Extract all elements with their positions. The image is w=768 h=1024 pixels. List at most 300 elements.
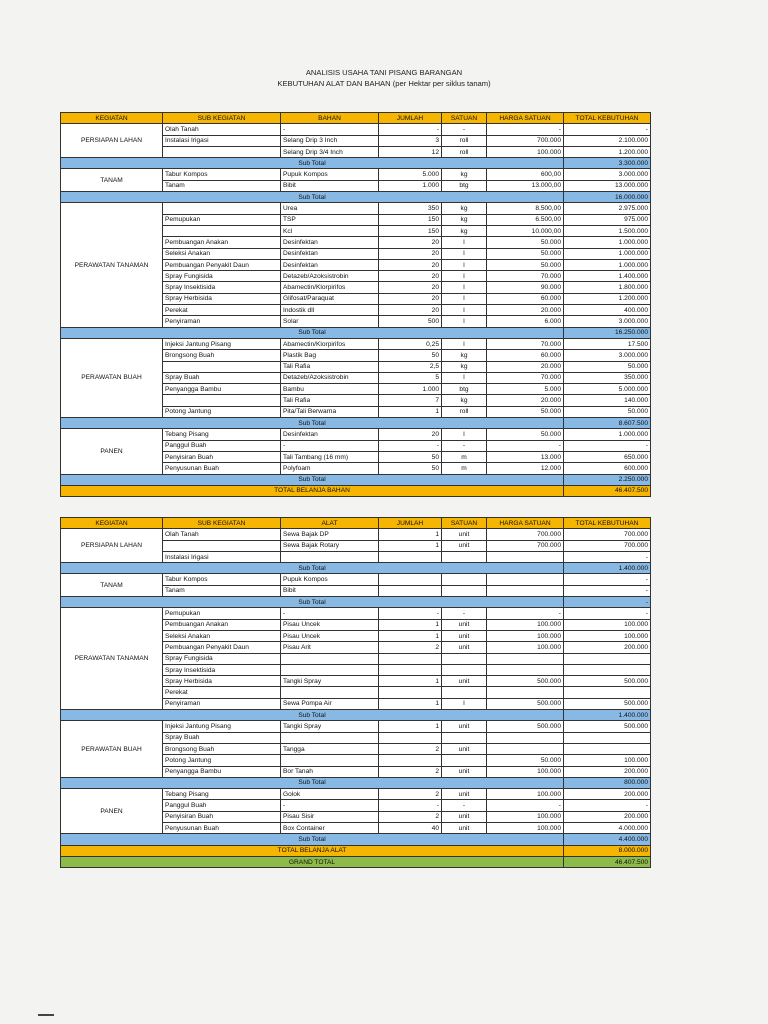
sub-kegiatan-cell: Injeksi Jantung Pisang — [163, 721, 281, 732]
total-cell: 500.000 — [564, 698, 651, 709]
item-cell — [281, 732, 379, 743]
total-cell — [564, 743, 651, 754]
jumlah-cell: 1 — [379, 698, 442, 709]
item-cell: Detazeb/Azoksistrobin — [281, 271, 379, 282]
item-cell: Sewa Bajak DP — [281, 529, 379, 540]
sub-kegiatan-cell: Spray Herbisida — [163, 676, 281, 687]
harga-cell: 600,00 — [487, 169, 564, 180]
sub-kegiatan-cell — [163, 203, 281, 214]
total-cell — [564, 664, 651, 675]
kegiatan-cell: PERAWATAN BUAH — [61, 338, 163, 417]
table-row — [61, 124, 651, 135]
satuan-cell: unit — [442, 823, 487, 834]
total-cell: - — [564, 608, 651, 619]
harga-cell: - — [487, 608, 564, 619]
sub-kegiatan-cell: Penyiraman — [163, 316, 281, 327]
satuan-cell: unit — [442, 619, 487, 630]
sub-kegiatan-cell: Pembuangan Anakan — [163, 619, 281, 630]
header-row — [61, 113, 651, 124]
jumlah-cell: 1 — [379, 676, 442, 687]
column-header: HARGA SATUAN — [487, 113, 564, 124]
jumlah-cell — [379, 755, 442, 766]
harga-cell — [487, 574, 564, 585]
subtotal-value: 8.607.500 — [564, 418, 651, 429]
sub-kegiatan-cell: Penyusunan Buah — [163, 463, 281, 474]
harga-cell: 20.000 — [487, 305, 564, 316]
column-header: ALAT — [281, 518, 379, 529]
harga-cell: 50.000 — [487, 755, 564, 766]
item-cell: Desinfektan — [281, 237, 379, 248]
subtotal-row — [61, 777, 651, 788]
satuan-cell: l — [442, 316, 487, 327]
total-cell: 1.000.000 — [564, 259, 651, 270]
sub-kegiatan-cell: Tebang Pisang — [163, 429, 281, 440]
harga-cell — [487, 732, 564, 743]
sub-kegiatan-cell: Perekat — [163, 305, 281, 316]
harga-cell: 50.000 — [487, 259, 564, 270]
satuan-cell — [442, 732, 487, 743]
harga-cell: 50.000 — [487, 429, 564, 440]
subtotal-label: Sub Total — [61, 418, 564, 429]
satuan-cell: l — [442, 293, 487, 304]
kegiatan-cell: PANEN — [61, 429, 163, 474]
total-cell: 50.000 — [564, 406, 651, 417]
satuan-cell: l — [442, 282, 487, 293]
subtotal-row — [61, 192, 651, 203]
satuan-cell: roll — [442, 135, 487, 146]
item-cell: TSP — [281, 214, 379, 225]
sub-kegiatan-cell: Instalasi Irigasi — [163, 135, 281, 146]
column-header: SUB KEGIATAN — [163, 113, 281, 124]
kegiatan-cell: PERSIAPAN LAHAN — [61, 529, 163, 563]
item-cell: - — [281, 608, 379, 619]
sub-kegiatan-cell: Penyisiran Buah — [163, 811, 281, 822]
item-cell: Tangki Spray — [281, 676, 379, 687]
satuan-cell: unit — [442, 642, 487, 653]
sub-kegiatan-cell: Perekat — [163, 687, 281, 698]
satuan-cell: kg — [442, 225, 487, 236]
harga-cell: 5.000 — [487, 384, 564, 395]
sub-kegiatan-cell: Instalasi Irigasi — [163, 551, 281, 562]
item-cell: Pisau Sisir — [281, 811, 379, 822]
harga-cell: 60.000 — [487, 293, 564, 304]
total-cell: 100.000 — [564, 619, 651, 630]
jumlah-cell: 5 — [379, 372, 442, 383]
harga-cell: 70.000 — [487, 271, 564, 282]
item-cell: Sewa Pompa Air — [281, 698, 379, 709]
subtotal-row — [61, 597, 651, 608]
column-header: JUMLAH — [379, 113, 442, 124]
table-row — [61, 429, 651, 440]
total-cell — [564, 653, 651, 664]
total-cell: 3.000.000 — [564, 350, 651, 361]
item-cell: Abamectin/Klorpirifos — [281, 282, 379, 293]
item-cell: Sewa Bajak Rotary — [281, 540, 379, 551]
item-cell: Tangki Spray — [281, 721, 379, 732]
total-cell: 1.200.000 — [564, 293, 651, 304]
jumlah-cell: 1 — [379, 406, 442, 417]
satuan-cell: - — [442, 800, 487, 811]
jumlah-cell: 2 — [379, 789, 442, 800]
item-cell: Desinfektan — [281, 248, 379, 259]
total-row — [61, 845, 651, 856]
item-cell: Bibit — [281, 585, 379, 596]
total-cell: 3.000.000 — [564, 316, 651, 327]
subtotal-value: 2.250.000 — [564, 474, 651, 485]
total-cell: 500.000 — [564, 721, 651, 732]
table-row — [61, 608, 651, 619]
jumlah-cell: 5.000 — [379, 169, 442, 180]
item-cell: Urea — [281, 203, 379, 214]
jumlah-cell: 20 — [379, 429, 442, 440]
item-cell: Polyfoam — [281, 463, 379, 474]
total-cell: 700.000 — [564, 529, 651, 540]
satuan-cell — [442, 585, 487, 596]
harga-cell: - — [487, 124, 564, 135]
subtotal-label: Sub Total — [61, 158, 564, 169]
item-cell — [281, 664, 379, 675]
subtotal-label: Sub Total — [61, 327, 564, 338]
harga-cell — [487, 664, 564, 675]
jumlah-cell — [379, 732, 442, 743]
column-header: BAHAN — [281, 113, 379, 124]
subtotal-label: Sub Total — [61, 777, 564, 788]
satuan-cell — [442, 653, 487, 664]
harga-cell: 10.000,00 — [487, 225, 564, 236]
kegiatan-cell: TANAM — [61, 574, 163, 597]
jumlah-cell: 1 — [379, 630, 442, 641]
item-cell: Pita/Tali Berwarna — [281, 406, 379, 417]
total-cell: 650.000 — [564, 451, 651, 462]
satuan-cell: - — [442, 440, 487, 451]
total-cell: 1.500.000 — [564, 225, 651, 236]
total-cell: 1.800.000 — [564, 282, 651, 293]
total-cell: 1.400.000 — [564, 271, 651, 282]
jumlah-cell: 20 — [379, 259, 442, 270]
sub-kegiatan-cell: Pemupukan — [163, 608, 281, 619]
jumlah-cell: 1 — [379, 721, 442, 732]
jumlah-cell — [379, 687, 442, 698]
satuan-cell: l — [442, 259, 487, 270]
sub-kegiatan-cell: Seleksi Anakan — [163, 248, 281, 259]
sub-kegiatan-cell: Pembuangan Anakan — [163, 237, 281, 248]
sub-kegiatan-cell: Injeksi Jantung Pisang — [163, 338, 281, 349]
subtotal-row — [61, 563, 651, 574]
grand-total-value: 46.407.500 — [564, 856, 651, 867]
sub-kegiatan-cell — [163, 395, 281, 406]
total-cell: - — [564, 551, 651, 562]
sub-kegiatan-cell: Potong Jantung — [163, 755, 281, 766]
item-cell: Tali Tambang (16 mm) — [281, 451, 379, 462]
total-cell: 100.000 — [564, 755, 651, 766]
satuan-cell: - — [442, 608, 487, 619]
sub-kegiatan-cell: Panggul Buah — [163, 440, 281, 451]
harga-cell: - — [487, 440, 564, 451]
scan-mark — [38, 1014, 54, 1016]
subtotal-row — [61, 710, 651, 721]
item-cell: Tangga — [281, 743, 379, 754]
jumlah-cell: - — [379, 800, 442, 811]
satuan-cell: kg — [442, 214, 487, 225]
satuan-cell — [442, 574, 487, 585]
jumlah-cell: 2 — [379, 743, 442, 754]
sub-kegiatan-cell: Olah Tanah — [163, 124, 281, 135]
satuan-cell: unit — [442, 540, 487, 551]
harga-cell: 500.000 — [487, 698, 564, 709]
subtotal-value: - — [564, 597, 651, 608]
satuan-cell: m — [442, 451, 487, 462]
subtotal-value: 1.400.000 — [564, 710, 651, 721]
item-cell: - — [281, 440, 379, 451]
jumlah-cell: - — [379, 440, 442, 451]
item-cell: Abamectin/Klorpirifos — [281, 338, 379, 349]
jumlah-cell: 1 — [379, 529, 442, 540]
total-label: TOTAL BELANJA BAHAN — [61, 485, 564, 496]
item-cell — [281, 653, 379, 664]
sub-kegiatan-cell: Tanam — [163, 180, 281, 191]
total-cell: 1.200.000 — [564, 146, 651, 157]
satuan-cell: - — [442, 124, 487, 135]
sub-kegiatan-cell: Pembuangan Penyakit Daun — [163, 642, 281, 653]
total-cell: 200.000 — [564, 789, 651, 800]
item-cell: Pupuk Kompos — [281, 574, 379, 585]
sub-kegiatan-cell: Spray Fungisida — [163, 653, 281, 664]
harga-cell: 500.000 — [487, 676, 564, 687]
sub-kegiatan-cell: Penyisiran Buah — [163, 451, 281, 462]
jumlah-cell: 350 — [379, 203, 442, 214]
harga-cell: 90.000 — [487, 282, 564, 293]
satuan-cell: unit — [442, 529, 487, 540]
total-cell: 140.000 — [564, 395, 651, 406]
jumlah-cell — [379, 585, 442, 596]
total-cell — [564, 732, 651, 743]
kegiatan-cell: PERAWATAN TANAMAN — [61, 608, 163, 710]
total-value: 8.000.000 — [564, 845, 651, 856]
subtotal-row — [61, 834, 651, 845]
sub-kegiatan-cell: Pemupukan — [163, 214, 281, 225]
subtotal-value: 1.400.000 — [564, 563, 651, 574]
harga-cell: 700.000 — [487, 529, 564, 540]
header-row — [61, 518, 651, 529]
total-cell: 4.000.000 — [564, 823, 651, 834]
total-cell: 3.000.000 — [564, 169, 651, 180]
item-cell: Tali Rafia — [281, 361, 379, 372]
subtotal-label: Sub Total — [61, 834, 564, 845]
sub-kegiatan-cell: Pembuangan Penyakit Daun — [163, 259, 281, 270]
kegiatan-cell: PANEN — [61, 789, 163, 834]
harga-cell: 700.000 — [487, 540, 564, 551]
total-cell: 200.000 — [564, 766, 651, 777]
jumlah-cell — [379, 653, 442, 664]
sub-kegiatan-cell: Spray Buah — [163, 372, 281, 383]
harga-cell: 70.000 — [487, 372, 564, 383]
total-cell: - — [564, 800, 651, 811]
sub-kegiatan-cell: Seleksi Anakan — [163, 630, 281, 641]
jumlah-cell: 40 — [379, 823, 442, 834]
subtotal-label: Sub Total — [61, 597, 564, 608]
total-cell: - — [564, 574, 651, 585]
table-alat — [60, 517, 651, 868]
harga-cell: 20.000 — [487, 361, 564, 372]
harga-cell: 60.000 — [487, 350, 564, 361]
sub-kegiatan-cell — [163, 225, 281, 236]
harga-cell — [487, 687, 564, 698]
jumlah-cell: 2 — [379, 642, 442, 653]
harga-cell: 100.000 — [487, 630, 564, 641]
harga-cell — [487, 653, 564, 664]
sub-kegiatan-cell: Brongsong Buah — [163, 743, 281, 754]
satuan-cell: unit — [442, 743, 487, 754]
total-cell: 350.000 — [564, 372, 651, 383]
column-header: TOTAL KEBUTUHAN — [564, 113, 651, 124]
subtotal-label: Sub Total — [61, 710, 564, 721]
item-cell: Bor Tanah — [281, 766, 379, 777]
jumlah-cell: 20 — [379, 237, 442, 248]
item-cell: Pupuk Kompos — [281, 169, 379, 180]
item-cell — [281, 551, 379, 562]
item-cell: Bibit — [281, 180, 379, 191]
total-cell: 1.000.000 — [564, 429, 651, 440]
harga-cell — [487, 743, 564, 754]
satuan-cell — [442, 551, 487, 562]
jumlah-cell: 2,5 — [379, 361, 442, 372]
harga-cell: 6.000 — [487, 316, 564, 327]
satuan-cell: unit — [442, 676, 487, 687]
item-cell: Plastik Bag — [281, 350, 379, 361]
total-cell: 200.000 — [564, 811, 651, 822]
item-cell: Pisau Uncek — [281, 619, 379, 630]
satuan-cell: kg — [442, 203, 487, 214]
item-cell: - — [281, 124, 379, 135]
satuan-cell: kg — [442, 350, 487, 361]
jumlah-cell: 500 — [379, 316, 442, 327]
column-header: SATUAN — [442, 113, 487, 124]
harga-cell: 50.000 — [487, 406, 564, 417]
subtotal-row — [61, 327, 651, 338]
column-header: KEGIATAN — [61, 518, 163, 529]
jumlah-cell: 1 — [379, 619, 442, 630]
jumlah-cell: 12 — [379, 146, 442, 157]
item-cell: Box Container — [281, 823, 379, 834]
subtotal-value: 16.250.000 — [564, 327, 651, 338]
jumlah-cell: 20 — [379, 248, 442, 259]
harga-cell: 100.000 — [487, 766, 564, 777]
total-row — [61, 485, 651, 496]
column-header: TOTAL KEBUTUHAN — [564, 518, 651, 529]
item-cell: Golok — [281, 789, 379, 800]
sub-kegiatan-cell: Spray Fungisida — [163, 271, 281, 282]
total-cell: 13.000.000 — [564, 180, 651, 191]
sub-kegiatan-cell: Brongsong Buah — [163, 350, 281, 361]
total-cell: 2.975.000 — [564, 203, 651, 214]
jumlah-cell: 20 — [379, 282, 442, 293]
harga-cell: 50.000 — [487, 248, 564, 259]
item-cell: Indostik dll — [281, 305, 379, 316]
jumlah-cell: 1 — [379, 540, 442, 551]
subtotal-row — [61, 418, 651, 429]
harga-cell — [487, 551, 564, 562]
table-row — [61, 169, 651, 180]
sub-kegiatan-cell: Tabur Kompos — [163, 169, 281, 180]
doc-title: ANALISIS USAHA TANI PISANG BARANGAN — [305, 68, 463, 77]
grand-total-label: GRAND TOTAL — [61, 856, 564, 867]
table-row — [61, 203, 651, 214]
jumlah-cell: - — [379, 608, 442, 619]
sub-kegiatan-cell: Panggul Buah — [163, 800, 281, 811]
satuan-cell: l — [442, 248, 487, 259]
column-header: KEGIATAN — [61, 113, 163, 124]
column-header: HARGA SATUAN — [487, 518, 564, 529]
jumlah-cell: 150 — [379, 214, 442, 225]
item-cell: Selang Drip 3/4 Inch — [281, 146, 379, 157]
harga-cell: 20.000 — [487, 395, 564, 406]
subtotal-label: Sub Total — [61, 192, 564, 203]
total-cell: 1.000.000 — [564, 237, 651, 248]
satuan-cell: unit — [442, 630, 487, 641]
satuan-cell: l — [442, 429, 487, 440]
satuan-cell: roll — [442, 406, 487, 417]
satuan-cell: l — [442, 271, 487, 282]
sub-kegiatan-cell: Spray Insektisida — [163, 664, 281, 675]
subtotal-row — [61, 158, 651, 169]
table-row — [61, 721, 651, 732]
satuan-cell: btg — [442, 384, 487, 395]
item-cell — [281, 687, 379, 698]
jumlah-cell — [379, 551, 442, 562]
total-cell — [564, 687, 651, 698]
table-bahan — [60, 112, 651, 497]
table-row — [61, 789, 651, 800]
jumlah-cell: 20 — [379, 305, 442, 316]
total-cell: - — [564, 585, 651, 596]
item-cell: Glifosat/Paraquat — [281, 293, 379, 304]
table-row — [61, 574, 651, 585]
sub-kegiatan-cell: Spray Insektisida — [163, 282, 281, 293]
total-cell: 50.000 — [564, 361, 651, 372]
satuan-cell: kg — [442, 361, 487, 372]
harga-cell: 700.000 — [487, 135, 564, 146]
harga-cell: 50.000 — [487, 237, 564, 248]
satuan-cell: l — [442, 305, 487, 316]
total-cell: 17.500 — [564, 338, 651, 349]
jumlah-cell: 7 — [379, 395, 442, 406]
sub-kegiatan-cell — [163, 361, 281, 372]
jumlah-cell: 1.000 — [379, 180, 442, 191]
total-value: 46.407.500 — [564, 485, 651, 496]
satuan-cell: l — [442, 338, 487, 349]
sub-kegiatan-cell: Penyangga Bambu — [163, 384, 281, 395]
jumlah-cell: 20 — [379, 271, 442, 282]
harga-cell: 8.500,00 — [487, 203, 564, 214]
item-cell: Selang Drip 3 Inch — [281, 135, 379, 146]
total-cell: 600.000 — [564, 463, 651, 474]
satuan-cell — [442, 755, 487, 766]
satuan-cell: kg — [442, 169, 487, 180]
column-header: SATUAN — [442, 518, 487, 529]
jumlah-cell: 150 — [379, 225, 442, 236]
sub-kegiatan-cell: Spray Buah — [163, 732, 281, 743]
kegiatan-cell: PERAWATAN TANAMAN — [61, 203, 163, 327]
sub-kegiatan-cell: Penyiraman — [163, 698, 281, 709]
sub-kegiatan-cell: Penyusunan Buah — [163, 823, 281, 834]
harga-cell: 100.000 — [487, 146, 564, 157]
harga-cell: 100.000 — [487, 619, 564, 630]
harga-cell: 13.000 — [487, 451, 564, 462]
jumlah-cell: 50 — [379, 463, 442, 474]
subtotal-value: 3.300.000 — [564, 158, 651, 169]
satuan-cell: unit — [442, 811, 487, 822]
satuan-cell: kg — [442, 395, 487, 406]
